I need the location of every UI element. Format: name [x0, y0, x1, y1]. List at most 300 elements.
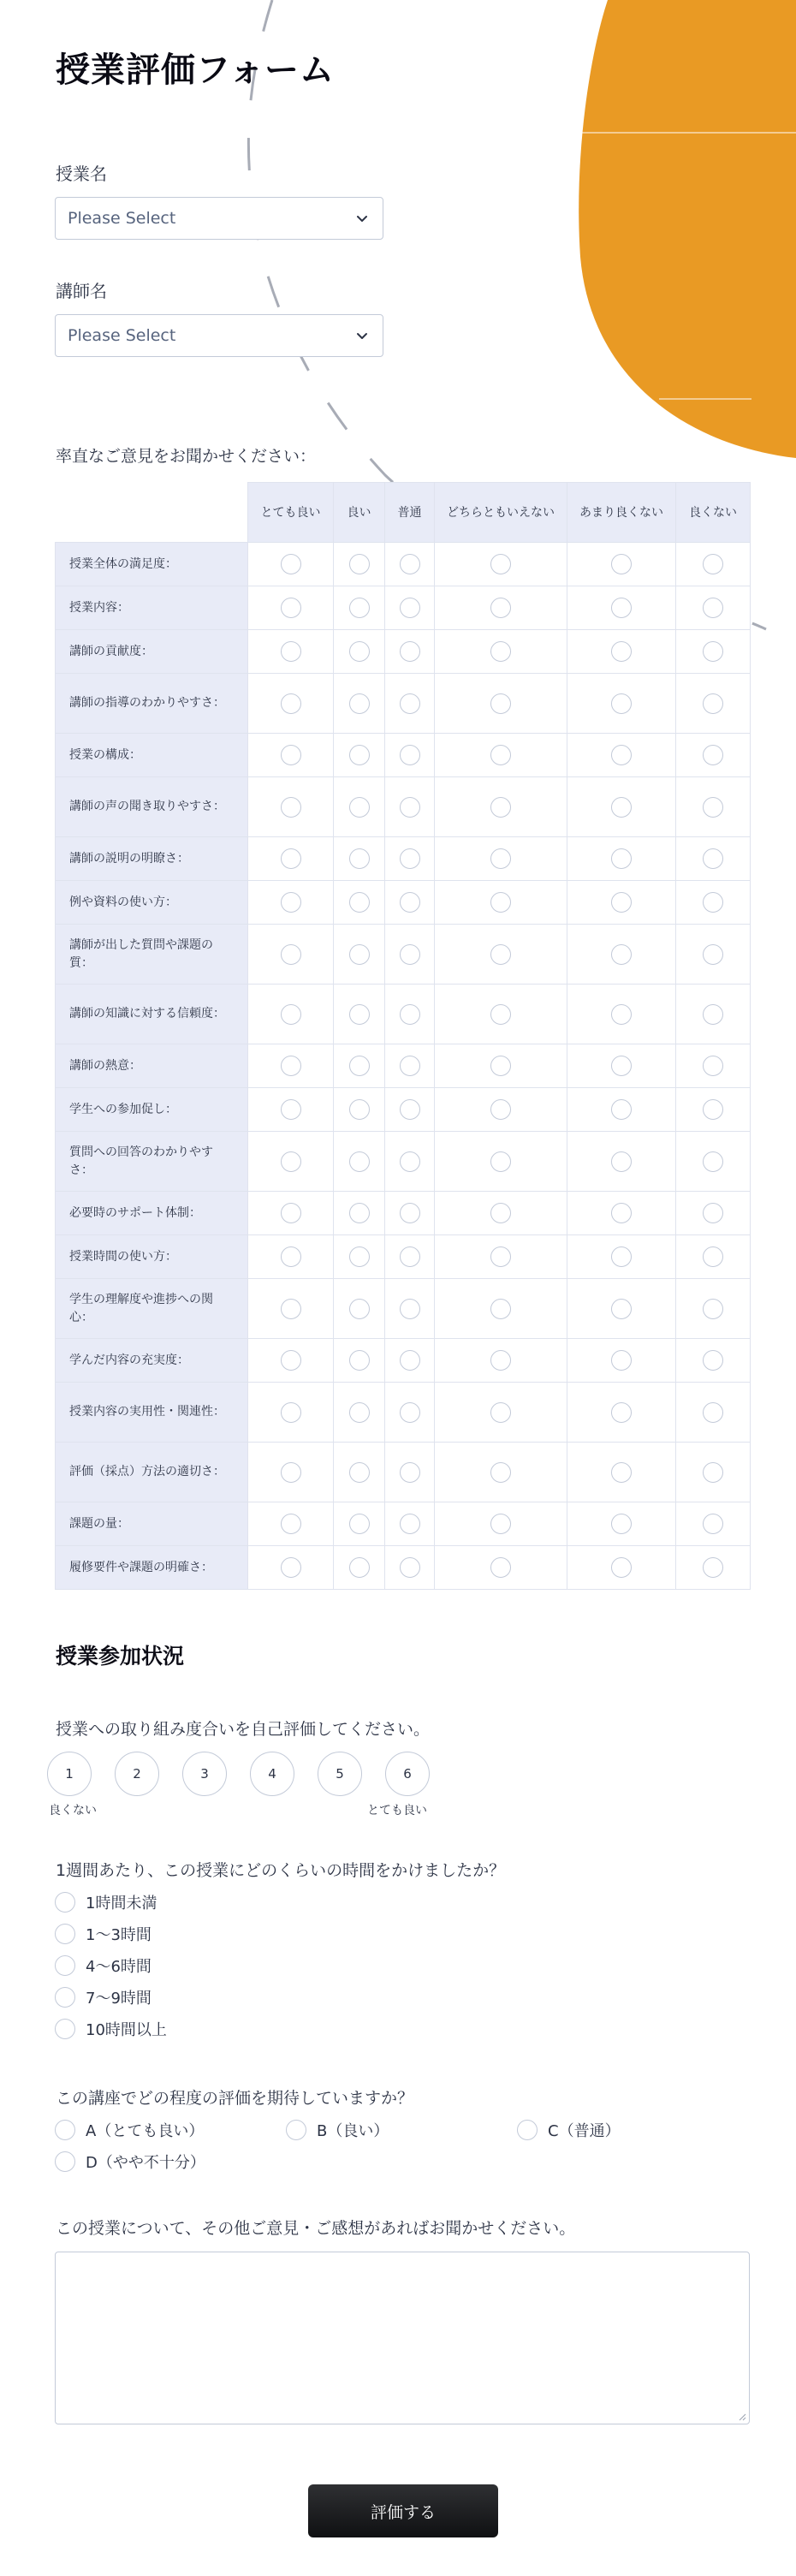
- grade-question-label: この講座でどの程度の評価を期待していますか？: [56, 2089, 414, 2108]
- matrix-cell: [385, 674, 435, 734]
- instructor-select[interactable]: [55, 314, 383, 357]
- matrix-radio[interactable]: [490, 693, 511, 714]
- matrix-radio[interactable]: [281, 554, 301, 574]
- matrix-radio[interactable]: [703, 1004, 723, 1025]
- scale-option[interactable]: 4: [250, 1752, 294, 1796]
- matrix-radio[interactable]: [349, 944, 370, 965]
- matrix-radio[interactable]: [703, 892, 723, 913]
- radio-option[interactable]: [55, 2119, 204, 2141]
- matrix-radio[interactable]: [703, 1402, 723, 1423]
- radio-option-label: 7〜9時間: [86, 1990, 151, 2008]
- matrix-cell: [435, 1088, 567, 1132]
- matrix-cell: [385, 1235, 435, 1279]
- matrix-radio[interactable]: [611, 1514, 632, 1534]
- matrix-radio[interactable]: [490, 944, 511, 965]
- matrix-radio[interactable]: [611, 554, 632, 574]
- matrix-cell: [385, 1044, 435, 1088]
- matrix-cell: [385, 1192, 435, 1235]
- matrix-radio[interactable]: [400, 944, 420, 965]
- radio-circle[interactable]: [55, 1924, 75, 1944]
- matrix-radio[interactable]: [703, 598, 723, 618]
- matrix-cell: [248, 586, 334, 630]
- matrix-cell: [248, 1192, 334, 1235]
- scale-option[interactable]: 5: [318, 1752, 362, 1796]
- matrix-radio[interactable]: [703, 1151, 723, 1172]
- matrix-radio[interactable]: [349, 1246, 370, 1267]
- matrix-radio[interactable]: [400, 554, 420, 574]
- matrix-radio[interactable]: [281, 1246, 301, 1267]
- matrix-cell: [567, 1192, 676, 1235]
- matrix-radio[interactable]: [611, 598, 632, 618]
- matrix-cell: [567, 1279, 676, 1339]
- matrix-cell: [435, 1132, 567, 1192]
- matrix-cell: [248, 1383, 334, 1443]
- matrix-radio[interactable]: [400, 848, 420, 869]
- matrix-cell: [567, 881, 676, 925]
- matrix-radio[interactable]: [490, 1099, 511, 1120]
- matrix-radio[interactable]: [490, 1514, 511, 1534]
- matrix-cell: [676, 1235, 751, 1279]
- matrix-radio[interactable]: [349, 641, 370, 662]
- matrix-cell: [334, 1132, 385, 1192]
- matrix-radio[interactable]: [611, 693, 632, 714]
- matrix-cell: [676, 1546, 751, 1590]
- matrix-cell: [248, 1339, 334, 1383]
- matrix-cell: [435, 985, 567, 1044]
- matrix-radio[interactable]: [400, 1056, 420, 1076]
- matrix-radio[interactable]: [611, 944, 632, 965]
- matrix-row-label: 講師の説明の明瞭さ：: [56, 837, 248, 881]
- matrix-cell: [567, 586, 676, 630]
- course-select[interactable]: [55, 197, 383, 240]
- matrix-row-label: 質問への回答のわかりやすさ：: [56, 1132, 248, 1192]
- matrix-cell: [567, 985, 676, 1044]
- radio-option-label: D（やや不十分）: [86, 2154, 205, 2172]
- radio-circle[interactable]: [55, 1892, 75, 1913]
- matrix-radio[interactable]: [490, 1151, 511, 1172]
- matrix-radio[interactable]: [490, 1004, 511, 1025]
- matrix-radio[interactable]: [349, 1402, 370, 1423]
- matrix-radio[interactable]: [400, 892, 420, 913]
- matrix-radio[interactable]: [490, 1246, 511, 1267]
- matrix-radio[interactable]: [490, 598, 511, 618]
- matrix-cell: [334, 543, 385, 586]
- matrix-radio[interactable]: [400, 693, 420, 714]
- matrix-radio[interactable]: [400, 641, 420, 662]
- matrix-radio[interactable]: [611, 1203, 632, 1223]
- matrix-column-header: どちらともいえない: [435, 483, 567, 543]
- matrix-row-label: 学生への参加促し：: [56, 1088, 248, 1132]
- radio-option[interactable]: [286, 2119, 389, 2141]
- matrix-cell: [248, 1132, 334, 1192]
- matrix-cell: [334, 734, 385, 777]
- matrix-radio[interactable]: [281, 944, 301, 965]
- matrix-radio[interactable]: [281, 1151, 301, 1172]
- matrix-cell: [248, 734, 334, 777]
- matrix-radio[interactable]: [490, 1350, 511, 1371]
- radio-option-label: 1〜3時間: [86, 1926, 151, 1944]
- matrix-cell: [676, 837, 751, 881]
- matrix-cell: [385, 837, 435, 881]
- matrix-row: [56, 1088, 751, 1132]
- matrix-radio[interactable]: [611, 1056, 632, 1076]
- matrix-cell: [248, 985, 334, 1044]
- matrix-cell: [385, 1279, 435, 1339]
- matrix-radio[interactable]: [281, 1056, 301, 1076]
- matrix-cell: [334, 985, 385, 1044]
- matrix-cell: [676, 674, 751, 734]
- radio-option[interactable]: [55, 1923, 151, 1945]
- matrix-radio[interactable]: [281, 1402, 301, 1423]
- matrix-row: [56, 630, 751, 674]
- radio-option-label: A（とても良い）: [86, 2122, 205, 2140]
- matrix-radio[interactable]: [611, 1004, 632, 1025]
- matrix-radio[interactable]: [349, 554, 370, 574]
- matrix-cell: [385, 1088, 435, 1132]
- matrix-radio[interactable]: [400, 1203, 420, 1223]
- matrix-row-label: 学生の理解度や進捗への関心：: [56, 1279, 248, 1339]
- matrix-radio[interactable]: [490, 1203, 511, 1223]
- matrix-radio[interactable]: [349, 848, 370, 869]
- matrix-cell: [334, 1088, 385, 1132]
- radio-option[interactable]: [55, 1891, 157, 1913]
- matrix-radio[interactable]: [400, 1299, 420, 1319]
- matrix-row: [56, 985, 751, 1044]
- matrix-radio[interactable]: [703, 1299, 723, 1319]
- matrix-radio[interactable]: [281, 1462, 301, 1483]
- matrix-cell: [567, 1044, 676, 1088]
- matrix-cell: [676, 1383, 751, 1443]
- radio-circle[interactable]: [55, 2019, 75, 2039]
- radio-option-label: 10時間以上: [86, 2021, 167, 2039]
- radio-option[interactable]: [55, 2151, 205, 2173]
- matrix-radio[interactable]: [281, 1299, 301, 1319]
- matrix-cell: [248, 1235, 334, 1279]
- matrix-radio[interactable]: [281, 1514, 301, 1534]
- matrix-cell: [385, 881, 435, 925]
- matrix-radio[interactable]: [611, 1402, 632, 1423]
- matrix-radio[interactable]: [611, 1246, 632, 1267]
- radio-circle[interactable]: [55, 2120, 75, 2140]
- matrix-radio[interactable]: [703, 1557, 723, 1578]
- matrix-row-label: 授業内容の実用性・関連性：: [56, 1383, 248, 1443]
- matrix-radio[interactable]: [490, 848, 511, 869]
- matrix-radio[interactable]: [349, 745, 370, 765]
- matrix-radio[interactable]: [490, 797, 511, 818]
- matrix-radio[interactable]: [490, 1299, 511, 1319]
- matrix-radio[interactable]: [281, 1350, 301, 1371]
- matrix-row: [56, 881, 751, 925]
- matrix-radio[interactable]: [703, 848, 723, 869]
- chevron-down-icon: [353, 210, 371, 227]
- matrix-radio[interactable]: [281, 641, 301, 662]
- matrix-radio[interactable]: [400, 1004, 420, 1025]
- comments-textarea[interactable]: [55, 2252, 750, 2424]
- matrix-radio[interactable]: [400, 1557, 420, 1578]
- matrix-row: [56, 777, 751, 837]
- course-select-placeholder: Please Select: [68, 209, 176, 228]
- radio-option[interactable]: [517, 2119, 621, 2141]
- matrix-column-header: とても良い: [248, 483, 334, 543]
- chevron-down-icon: [353, 327, 371, 344]
- matrix-cell: [676, 1443, 751, 1502]
- matrix-cell: [334, 1044, 385, 1088]
- matrix-radio[interactable]: [281, 797, 301, 818]
- comments-question-label: この授業について、その他ご意見・ご感想があればお聞かせください。: [56, 2219, 576, 2238]
- matrix-radio[interactable]: [349, 1557, 370, 1578]
- matrix-radio[interactable]: [400, 797, 420, 818]
- matrix-radio[interactable]: [281, 598, 301, 618]
- matrix-cell: [248, 1546, 334, 1590]
- matrix-cell: [248, 1443, 334, 1502]
- matrix-radio[interactable]: [349, 693, 370, 714]
- matrix-row: [56, 1383, 751, 1443]
- radio-circle[interactable]: [286, 2120, 306, 2140]
- matrix-cell: [567, 1235, 676, 1279]
- matrix-cell: [676, 777, 751, 837]
- matrix-radio[interactable]: [490, 1462, 511, 1483]
- matrix-row-label: 講師の指導のわかりやすさ：: [56, 674, 248, 734]
- matrix-radio[interactable]: [611, 641, 632, 662]
- matrix-cell: [334, 1443, 385, 1502]
- matrix-radio[interactable]: [281, 1557, 301, 1578]
- matrix-cell: [385, 1132, 435, 1192]
- radio-circle[interactable]: [55, 2151, 75, 2172]
- matrix-cell: [334, 1339, 385, 1383]
- matrix-row: [56, 837, 751, 881]
- matrix-cell: [248, 1088, 334, 1132]
- matrix-radio[interactable]: [400, 598, 420, 618]
- matrix-radio[interactable]: [611, 848, 632, 869]
- page-title: 授業評価フォーム: [56, 51, 335, 90]
- radio-option-label: 1時間未満: [86, 1895, 157, 1913]
- matrix-radio[interactable]: [703, 745, 723, 765]
- rating-matrix: [55, 482, 751, 1590]
- matrix-cell: [567, 837, 676, 881]
- scale-option[interactable]: 3: [182, 1752, 227, 1796]
- matrix-cell: [248, 674, 334, 734]
- resize-grip-icon[interactable]: [738, 2412, 746, 2421]
- matrix-cell: [334, 1192, 385, 1235]
- scale-max-label: とても良い: [367, 1804, 427, 1817]
- matrix-radio[interactable]: [281, 892, 301, 913]
- matrix-row: [56, 925, 751, 985]
- matrix-radio[interactable]: [611, 745, 632, 765]
- matrix-cell: [334, 1235, 385, 1279]
- matrix-row: [56, 1339, 751, 1383]
- radio-circle[interactable]: [517, 2120, 538, 2140]
- matrix-radio[interactable]: [611, 797, 632, 818]
- matrix-cell: [567, 1443, 676, 1502]
- radio-circle[interactable]: [55, 1955, 75, 1976]
- matrix-radio[interactable]: [400, 1246, 420, 1267]
- course-label: 授業名: [56, 164, 107, 184]
- matrix-radio[interactable]: [400, 1402, 420, 1423]
- radio-option[interactable]: [55, 1954, 151, 1977]
- matrix-radio[interactable]: [490, 892, 511, 913]
- matrix-radio[interactable]: [490, 641, 511, 662]
- matrix-cell: [334, 837, 385, 881]
- submit-button[interactable]: 評価する: [308, 2484, 498, 2537]
- matrix-radio[interactable]: [281, 745, 301, 765]
- matrix-radio[interactable]: [400, 1514, 420, 1534]
- matrix-row-label: 講師の熱意：: [56, 1044, 248, 1088]
- matrix-cell: [334, 1502, 385, 1546]
- matrix-radio[interactable]: [281, 1099, 301, 1120]
- matrix-radio[interactable]: [349, 1299, 370, 1319]
- matrix-column-header: 良くない: [676, 483, 751, 543]
- matrix-radio[interactable]: [703, 797, 723, 818]
- matrix-row: [56, 674, 751, 734]
- radio-circle[interactable]: [55, 1987, 75, 2008]
- matrix-radio[interactable]: [611, 1299, 632, 1319]
- matrix-radio[interactable]: [490, 554, 511, 574]
- matrix-cell: [567, 1088, 676, 1132]
- matrix-cell: [567, 674, 676, 734]
- matrix-cell: [676, 1279, 751, 1339]
- matrix-radio[interactable]: [349, 1151, 370, 1172]
- orange-blob: [579, 0, 796, 458]
- matrix-radio[interactable]: [703, 1246, 723, 1267]
- matrix-corner: [56, 483, 248, 543]
- matrix-column-header: 普通: [385, 483, 435, 543]
- radio-option-label: C（普通）: [548, 2122, 621, 2140]
- matrix-cell: [676, 925, 751, 985]
- matrix-radio[interactable]: [400, 1462, 420, 1483]
- matrix-radio[interactable]: [281, 848, 301, 869]
- matrix-row-label: 学んだ内容の充実度：: [56, 1339, 248, 1383]
- scale-min-label: 良くない: [49, 1804, 97, 1817]
- matrix-row-label: 授業内容：: [56, 586, 248, 630]
- matrix-row: [56, 1279, 751, 1339]
- matrix-cell: [248, 837, 334, 881]
- engagement-question-label: 授業への取り組み度合いを自己評価してください。: [56, 1720, 431, 1739]
- matrix-cell: [435, 1192, 567, 1235]
- matrix-cell: [435, 925, 567, 985]
- matrix-cell: [567, 734, 676, 777]
- matrix-cell: [385, 985, 435, 1044]
- matrix-cell: [676, 1192, 751, 1235]
- radio-option[interactable]: [55, 1986, 151, 2008]
- matrix-row: [56, 543, 751, 586]
- matrix-row-label: 講師の声の聞き取りやすさ：: [56, 777, 248, 837]
- matrix-cell: [567, 1132, 676, 1192]
- matrix-cell: [676, 586, 751, 630]
- scale-option[interactable]: 2: [115, 1752, 159, 1796]
- matrix-radio[interactable]: [703, 554, 723, 574]
- matrix-cell: [435, 1044, 567, 1088]
- matrix-radio[interactable]: [490, 1056, 511, 1076]
- matrix-cell: [385, 925, 435, 985]
- matrix-radio[interactable]: [349, 1514, 370, 1534]
- matrix-column-header: あまり良くない: [567, 483, 676, 543]
- matrix-cell: [567, 925, 676, 985]
- instructor-select-placeholder: Please Select: [68, 326, 176, 345]
- matrix-radio[interactable]: [611, 1099, 632, 1120]
- matrix-radio[interactable]: [611, 1151, 632, 1172]
- radio-option[interactable]: [55, 2018, 167, 2040]
- matrix-row-label: 課題の量：: [56, 1502, 248, 1546]
- matrix-cell: [676, 543, 751, 586]
- matrix-row-label: 授業の構成：: [56, 734, 248, 777]
- matrix-cell: [435, 630, 567, 674]
- matrix-radio[interactable]: [281, 693, 301, 714]
- matrix-cell: [435, 1546, 567, 1590]
- matrix-radio[interactable]: [349, 598, 370, 618]
- matrix-radio[interactable]: [400, 1350, 420, 1371]
- matrix-cell: [676, 1044, 751, 1088]
- matrix-radio[interactable]: [703, 1203, 723, 1223]
- matrix-row-label: 授業時間の使い方：: [56, 1235, 248, 1279]
- matrix-cell: [248, 881, 334, 925]
- matrix-radio[interactable]: [611, 1557, 632, 1578]
- matrix-cell: [435, 674, 567, 734]
- matrix-radio[interactable]: [349, 892, 370, 913]
- matrix-cell: [385, 1383, 435, 1443]
- matrix-radio[interactable]: [349, 1056, 370, 1076]
- matrix-cell: [435, 777, 567, 837]
- matrix-radio[interactable]: [703, 1462, 723, 1483]
- matrix-column-header: 良い: [334, 483, 385, 543]
- matrix-row: [56, 1502, 751, 1546]
- radio-option-label: 4〜6時間: [86, 1958, 151, 1976]
- matrix-cell: [385, 777, 435, 837]
- matrix-radio[interactable]: [349, 1203, 370, 1223]
- matrix-radio[interactable]: [703, 1514, 723, 1534]
- matrix-radio[interactable]: [349, 797, 370, 818]
- matrix-row: [56, 1443, 751, 1502]
- matrix-row-label: 必要時のサポート体制：: [56, 1192, 248, 1235]
- matrix-radio[interactable]: [703, 1099, 723, 1120]
- matrix-radio[interactable]: [703, 1056, 723, 1076]
- matrix-radio[interactable]: [611, 892, 632, 913]
- matrix-radio[interactable]: [400, 745, 420, 765]
- matrix-radio[interactable]: [611, 1350, 632, 1371]
- matrix-radio[interactable]: [703, 693, 723, 714]
- matrix-radio[interactable]: [349, 1099, 370, 1120]
- matrix-radio[interactable]: [703, 641, 723, 662]
- matrix-row-label: 講師の知識に対する信頼度：: [56, 985, 248, 1044]
- matrix-radio[interactable]: [400, 1151, 420, 1172]
- matrix-cell: [567, 543, 676, 586]
- scale-option[interactable]: 6: [385, 1752, 430, 1796]
- matrix-radio[interactable]: [703, 944, 723, 965]
- matrix-cell: [385, 1546, 435, 1590]
- matrix-cell: [435, 837, 567, 881]
- matrix-cell: [334, 630, 385, 674]
- matrix-row-label: 授業全体の満足度：: [56, 543, 248, 586]
- matrix-cell: [334, 1279, 385, 1339]
- matrix-cell: [567, 1546, 676, 1590]
- matrix-radio[interactable]: [349, 1350, 370, 1371]
- matrix-radio[interactable]: [490, 1402, 511, 1423]
- matrix-cell: [435, 1339, 567, 1383]
- matrix-radio[interactable]: [490, 1557, 511, 1578]
- matrix-cell: [435, 881, 567, 925]
- matrix-radio[interactable]: [490, 745, 511, 765]
- matrix-radio[interactable]: [400, 1099, 420, 1120]
- matrix-row-label: 例や資料の使い方：: [56, 881, 248, 925]
- matrix-radio[interactable]: [281, 1203, 301, 1223]
- scale-option[interactable]: 1: [47, 1752, 92, 1796]
- matrix-radio[interactable]: [611, 1462, 632, 1483]
- matrix-radio[interactable]: [349, 1004, 370, 1025]
- matrix-radio[interactable]: [349, 1462, 370, 1483]
- matrix-cell: [676, 1502, 751, 1546]
- matrix-radio[interactable]: [703, 1350, 723, 1371]
- matrix-cell: [567, 630, 676, 674]
- matrix-radio[interactable]: [281, 1004, 301, 1025]
